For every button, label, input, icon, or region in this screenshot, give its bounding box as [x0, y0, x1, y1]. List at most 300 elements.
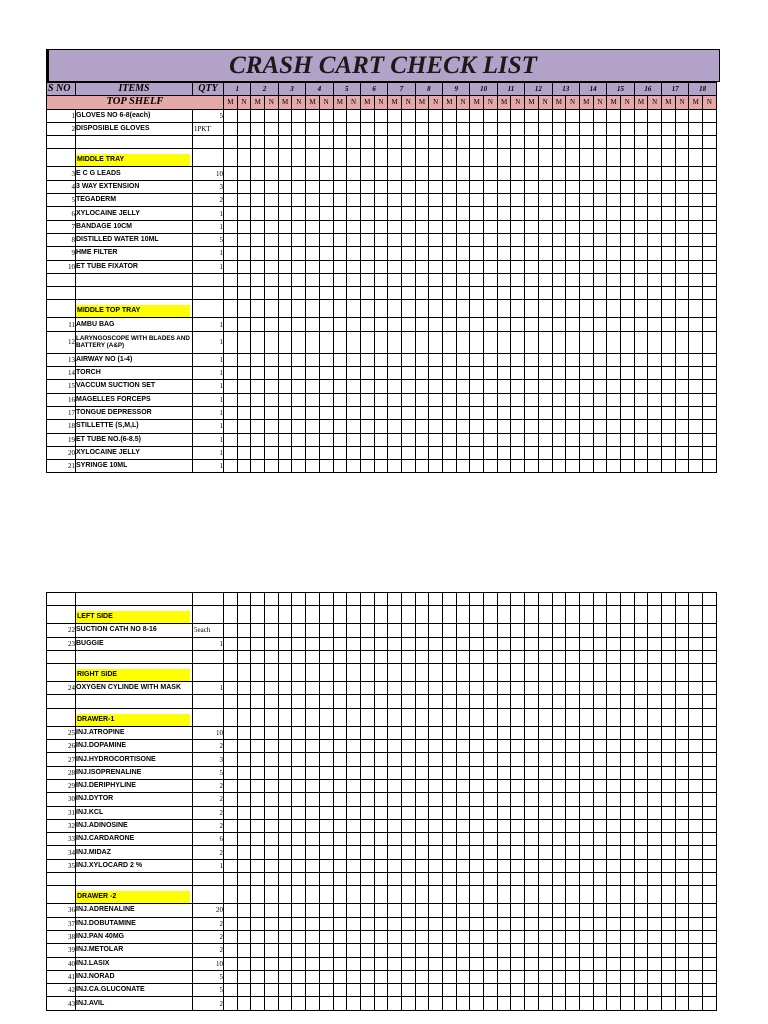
check-cell[interactable] — [251, 859, 265, 872]
check-cell[interactable] — [415, 433, 429, 446]
check-cell[interactable] — [306, 930, 320, 943]
check-cell[interactable] — [401, 446, 415, 459]
check-cell[interactable] — [388, 793, 402, 806]
check-cell[interactable] — [251, 793, 265, 806]
check-cell[interactable] — [443, 593, 457, 606]
check-cell[interactable] — [525, 944, 539, 957]
check-cell[interactable] — [347, 353, 361, 366]
check-cell[interactable] — [675, 380, 689, 393]
check-cell[interactable] — [525, 740, 539, 753]
check-cell[interactable] — [634, 970, 648, 983]
check-cell[interactable] — [552, 753, 566, 766]
check-cell[interactable] — [429, 766, 443, 779]
check-cell[interactable] — [401, 859, 415, 872]
check-cell[interactable] — [401, 740, 415, 753]
check-cell[interactable] — [415, 331, 429, 353]
check-cell[interactable] — [415, 650, 429, 663]
check-cell[interactable] — [648, 766, 662, 779]
check-cell[interactable] — [360, 300, 374, 318]
check-cell[interactable] — [265, 167, 279, 180]
check-cell[interactable] — [292, 331, 306, 353]
check-cell[interactable] — [675, 220, 689, 233]
check-cell[interactable] — [415, 873, 429, 886]
check-cell[interactable] — [401, 793, 415, 806]
check-cell[interactable] — [470, 353, 484, 366]
check-cell[interactable] — [470, 318, 484, 331]
check-cell[interactable] — [620, 695, 634, 708]
check-cell[interactable] — [552, 695, 566, 708]
check-cell[interactable] — [429, 624, 443, 637]
check-cell[interactable] — [374, 726, 388, 739]
check-cell[interactable] — [648, 806, 662, 819]
check-cell[interactable] — [648, 446, 662, 459]
check-cell[interactable] — [306, 406, 320, 419]
check-cell[interactable] — [415, 109, 429, 122]
check-cell[interactable] — [265, 819, 279, 832]
check-cell[interactable] — [484, 944, 498, 957]
check-cell[interactable] — [484, 122, 498, 135]
check-cell[interactable] — [470, 406, 484, 419]
check-cell[interactable] — [662, 122, 676, 135]
check-cell[interactable] — [552, 194, 566, 207]
check-cell[interactable] — [484, 446, 498, 459]
check-cell[interactable] — [648, 136, 662, 149]
check-cell[interactable] — [374, 300, 388, 318]
check-cell[interactable] — [703, 957, 717, 970]
check-cell[interactable] — [333, 606, 347, 624]
check-cell[interactable] — [374, 819, 388, 832]
check-cell[interactable] — [306, 957, 320, 970]
check-cell[interactable] — [552, 149, 566, 167]
check-cell[interactable] — [360, 273, 374, 286]
check-cell[interactable] — [319, 664, 333, 682]
check-cell[interactable] — [620, 766, 634, 779]
check-cell[interactable] — [415, 833, 429, 846]
check-cell[interactable] — [484, 260, 498, 273]
check-cell[interactable] — [703, 740, 717, 753]
check-cell[interactable] — [579, 650, 593, 663]
check-cell[interactable] — [566, 380, 580, 393]
check-cell[interactable] — [347, 433, 361, 446]
check-cell[interactable] — [593, 624, 607, 637]
check-cell[interactable] — [579, 149, 593, 167]
check-cell[interactable] — [360, 247, 374, 260]
check-cell[interactable] — [620, 260, 634, 273]
check-cell[interactable] — [470, 650, 484, 663]
check-cell[interactable] — [319, 260, 333, 273]
check-cell[interactable] — [224, 970, 238, 983]
check-cell[interactable] — [552, 207, 566, 220]
check-cell[interactable] — [306, 833, 320, 846]
check-cell[interactable] — [620, 833, 634, 846]
check-cell[interactable] — [703, 273, 717, 286]
check-cell[interactable] — [443, 930, 457, 943]
check-cell[interactable] — [689, 833, 703, 846]
check-cell[interactable] — [265, 287, 279, 300]
check-cell[interactable] — [566, 136, 580, 149]
check-cell[interactable] — [675, 819, 689, 832]
check-cell[interactable] — [360, 637, 374, 650]
check-cell[interactable] — [538, 886, 552, 904]
check-cell[interactable] — [388, 944, 402, 957]
check-cell[interactable] — [593, 331, 607, 353]
check-cell[interactable] — [511, 917, 525, 930]
check-cell[interactable] — [388, 300, 402, 318]
check-cell[interactable] — [347, 247, 361, 260]
check-cell[interactable] — [566, 460, 580, 473]
check-cell[interactable] — [593, 930, 607, 943]
check-cell[interactable] — [456, 886, 470, 904]
check-cell[interactable] — [620, 637, 634, 650]
check-cell[interactable] — [251, 122, 265, 135]
check-cell[interactable] — [374, 260, 388, 273]
check-cell[interactable] — [552, 664, 566, 682]
check-cell[interactable] — [415, 984, 429, 997]
check-cell[interactable] — [374, 637, 388, 650]
check-cell[interactable] — [360, 793, 374, 806]
check-cell[interactable] — [566, 859, 580, 872]
check-cell[interactable] — [292, 970, 306, 983]
check-cell[interactable] — [306, 904, 320, 917]
check-cell[interactable] — [607, 740, 621, 753]
check-cell[interactable] — [634, 380, 648, 393]
check-cell[interactable] — [497, 806, 511, 819]
check-cell[interactable] — [374, 180, 388, 193]
check-cell[interactable] — [237, 233, 251, 246]
check-cell[interactable] — [237, 944, 251, 957]
check-cell[interactable] — [634, 637, 648, 650]
check-cell[interactable] — [470, 393, 484, 406]
check-cell[interactable] — [347, 740, 361, 753]
check-cell[interactable] — [593, 109, 607, 122]
check-cell[interactable] — [415, 806, 429, 819]
check-cell[interactable] — [607, 726, 621, 739]
check-cell[interactable] — [415, 247, 429, 260]
check-cell[interactable] — [497, 420, 511, 433]
check-cell[interactable] — [429, 944, 443, 957]
check-cell[interactable] — [648, 331, 662, 353]
check-cell[interactable] — [265, 740, 279, 753]
check-cell[interactable] — [593, 664, 607, 682]
check-cell[interactable] — [620, 624, 634, 637]
check-cell[interactable] — [347, 984, 361, 997]
check-cell[interactable] — [415, 220, 429, 233]
check-cell[interactable] — [538, 287, 552, 300]
check-cell[interactable] — [689, 194, 703, 207]
check-cell[interactable] — [278, 886, 292, 904]
check-cell[interactable] — [347, 167, 361, 180]
check-cell[interactable] — [675, 233, 689, 246]
check-cell[interactable] — [333, 287, 347, 300]
check-cell[interactable] — [443, 753, 457, 766]
check-cell[interactable] — [415, 664, 429, 682]
check-cell[interactable] — [224, 695, 238, 708]
check-cell[interactable] — [456, 420, 470, 433]
check-cell[interactable] — [292, 260, 306, 273]
check-cell[interactable] — [224, 287, 238, 300]
check-cell[interactable] — [333, 873, 347, 886]
check-cell[interactable] — [237, 664, 251, 682]
check-cell[interactable] — [662, 833, 676, 846]
check-cell[interactable] — [662, 664, 676, 682]
check-cell[interactable] — [703, 859, 717, 872]
check-cell[interactable] — [401, 207, 415, 220]
check-cell[interactable] — [648, 859, 662, 872]
check-cell[interactable] — [388, 194, 402, 207]
check-cell[interactable] — [278, 682, 292, 695]
check-cell[interactable] — [319, 708, 333, 726]
check-cell[interactable] — [388, 420, 402, 433]
check-cell[interactable] — [484, 318, 498, 331]
check-cell[interactable] — [538, 997, 552, 1010]
check-cell[interactable] — [484, 695, 498, 708]
check-cell[interactable] — [566, 682, 580, 695]
check-cell[interactable] — [552, 740, 566, 753]
check-cell[interactable] — [525, 180, 539, 193]
check-cell[interactable] — [703, 136, 717, 149]
check-cell[interactable] — [456, 726, 470, 739]
check-cell[interactable] — [634, 593, 648, 606]
check-cell[interactable] — [620, 664, 634, 682]
check-cell[interactable] — [511, 167, 525, 180]
check-cell[interactable] — [607, 944, 621, 957]
check-cell[interactable] — [689, 247, 703, 260]
check-cell[interactable] — [525, 380, 539, 393]
check-cell[interactable] — [620, 207, 634, 220]
check-cell[interactable] — [675, 664, 689, 682]
check-cell[interactable] — [429, 207, 443, 220]
check-cell[interactable] — [429, 380, 443, 393]
check-cell[interactable] — [306, 944, 320, 957]
check-cell[interactable] — [484, 624, 498, 637]
check-cell[interactable] — [620, 406, 634, 419]
check-cell[interactable] — [579, 695, 593, 708]
check-cell[interactable] — [662, 318, 676, 331]
check-cell[interactable] — [525, 300, 539, 318]
check-cell[interactable] — [497, 318, 511, 331]
check-cell[interactable] — [278, 380, 292, 393]
check-cell[interactable] — [593, 167, 607, 180]
check-cell[interactable] — [525, 606, 539, 624]
check-cell[interactable] — [401, 420, 415, 433]
check-cell[interactable] — [703, 970, 717, 983]
check-cell[interactable] — [360, 917, 374, 930]
check-cell[interactable] — [511, 122, 525, 135]
check-cell[interactable] — [552, 726, 566, 739]
check-cell[interactable] — [620, 606, 634, 624]
check-cell[interactable] — [538, 149, 552, 167]
check-cell[interactable] — [456, 917, 470, 930]
check-cell[interactable] — [224, 393, 238, 406]
check-cell[interactable] — [689, 136, 703, 149]
check-cell[interactable] — [278, 997, 292, 1010]
check-cell[interactable] — [593, 766, 607, 779]
check-cell[interactable] — [703, 220, 717, 233]
check-cell[interactable] — [347, 753, 361, 766]
check-cell[interactable] — [620, 984, 634, 997]
check-cell[interactable] — [511, 273, 525, 286]
check-cell[interactable] — [251, 740, 265, 753]
check-cell[interactable] — [620, 957, 634, 970]
check-cell[interactable] — [497, 984, 511, 997]
check-cell[interactable] — [620, 904, 634, 917]
check-cell[interactable] — [538, 220, 552, 233]
check-cell[interactable] — [538, 446, 552, 459]
check-cell[interactable] — [237, 650, 251, 663]
check-cell[interactable] — [566, 917, 580, 930]
check-cell[interactable] — [648, 167, 662, 180]
check-cell[interactable] — [265, 695, 279, 708]
check-cell[interactable] — [511, 220, 525, 233]
check-cell[interactable] — [401, 695, 415, 708]
check-cell[interactable] — [566, 367, 580, 380]
check-cell[interactable] — [401, 287, 415, 300]
check-cell[interactable] — [360, 406, 374, 419]
check-cell[interactable] — [484, 708, 498, 726]
check-cell[interactable] — [511, 708, 525, 726]
check-cell[interactable] — [703, 331, 717, 353]
check-cell[interactable] — [333, 207, 347, 220]
check-cell[interactable] — [620, 970, 634, 983]
check-cell[interactable] — [552, 109, 566, 122]
check-cell[interactable] — [607, 664, 621, 682]
check-cell[interactable] — [278, 650, 292, 663]
check-cell[interactable] — [319, 997, 333, 1010]
check-cell[interactable] — [662, 260, 676, 273]
check-cell[interactable] — [689, 819, 703, 832]
check-cell[interactable] — [443, 380, 457, 393]
check-cell[interactable] — [374, 393, 388, 406]
check-cell[interactable] — [662, 420, 676, 433]
check-cell[interactable] — [333, 726, 347, 739]
check-cell[interactable] — [306, 233, 320, 246]
check-cell[interactable] — [620, 886, 634, 904]
check-cell[interactable] — [292, 753, 306, 766]
check-cell[interactable] — [511, 149, 525, 167]
check-cell[interactable] — [634, 406, 648, 419]
check-cell[interactable] — [484, 331, 498, 353]
check-cell[interactable] — [278, 664, 292, 682]
check-cell[interactable] — [634, 917, 648, 930]
check-cell[interactable] — [237, 273, 251, 286]
check-cell[interactable] — [566, 247, 580, 260]
check-cell[interactable] — [360, 260, 374, 273]
check-cell[interactable] — [484, 273, 498, 286]
check-cell[interactable] — [347, 593, 361, 606]
check-cell[interactable] — [525, 353, 539, 366]
check-cell[interactable] — [662, 819, 676, 832]
check-cell[interactable] — [265, 318, 279, 331]
check-cell[interactable] — [689, 944, 703, 957]
check-cell[interactable] — [306, 650, 320, 663]
check-cell[interactable] — [579, 194, 593, 207]
check-cell[interactable] — [525, 460, 539, 473]
check-cell[interactable] — [593, 806, 607, 819]
check-cell[interactable] — [333, 393, 347, 406]
check-cell[interactable] — [292, 708, 306, 726]
check-cell[interactable] — [593, 682, 607, 695]
check-cell[interactable] — [319, 136, 333, 149]
check-cell[interactable] — [579, 433, 593, 446]
check-cell[interactable] — [470, 180, 484, 193]
check-cell[interactable] — [648, 260, 662, 273]
check-cell[interactable] — [497, 624, 511, 637]
check-cell[interactable] — [292, 793, 306, 806]
check-cell[interactable] — [237, 353, 251, 366]
check-cell[interactable] — [470, 233, 484, 246]
check-cell[interactable] — [593, 819, 607, 832]
check-cell[interactable] — [456, 682, 470, 695]
check-cell[interactable] — [703, 886, 717, 904]
check-cell[interactable] — [620, 593, 634, 606]
check-cell[interactable] — [306, 220, 320, 233]
check-cell[interactable] — [415, 593, 429, 606]
check-cell[interactable] — [360, 779, 374, 792]
check-cell[interactable] — [224, 331, 238, 353]
check-cell[interactable] — [265, 753, 279, 766]
check-cell[interactable] — [292, 367, 306, 380]
check-cell[interactable] — [648, 207, 662, 220]
check-cell[interactable] — [620, 726, 634, 739]
check-cell[interactable] — [429, 846, 443, 859]
check-cell[interactable] — [347, 793, 361, 806]
check-cell[interactable] — [347, 273, 361, 286]
check-cell[interactable] — [292, 779, 306, 792]
check-cell[interactable] — [401, 273, 415, 286]
check-cell[interactable] — [593, 233, 607, 246]
check-cell[interactable] — [607, 904, 621, 917]
check-cell[interactable] — [237, 753, 251, 766]
check-cell[interactable] — [552, 886, 566, 904]
check-cell[interactable] — [484, 287, 498, 300]
check-cell[interactable] — [347, 886, 361, 904]
check-cell[interactable] — [538, 637, 552, 650]
check-cell[interactable] — [634, 740, 648, 753]
check-cell[interactable] — [415, 682, 429, 695]
check-cell[interactable] — [552, 846, 566, 859]
check-cell[interactable] — [360, 886, 374, 904]
check-cell[interactable] — [401, 433, 415, 446]
check-cell[interactable] — [511, 984, 525, 997]
check-cell[interactable] — [347, 318, 361, 331]
check-cell[interactable] — [360, 624, 374, 637]
check-cell[interactable] — [319, 779, 333, 792]
check-cell[interactable] — [552, 917, 566, 930]
check-cell[interactable] — [415, 460, 429, 473]
check-cell[interactable] — [237, 300, 251, 318]
check-cell[interactable] — [552, 970, 566, 983]
check-cell[interactable] — [374, 433, 388, 446]
check-cell[interactable] — [593, 247, 607, 260]
check-cell[interactable] — [456, 180, 470, 193]
check-cell[interactable] — [579, 109, 593, 122]
check-cell[interactable] — [319, 207, 333, 220]
check-cell[interactable] — [292, 433, 306, 446]
check-cell[interactable] — [292, 944, 306, 957]
check-cell[interactable] — [401, 380, 415, 393]
check-cell[interactable] — [484, 846, 498, 859]
check-cell[interactable] — [388, 726, 402, 739]
check-cell[interactable] — [566, 606, 580, 624]
check-cell[interactable] — [593, 122, 607, 135]
check-cell[interactable] — [552, 779, 566, 792]
check-cell[interactable] — [675, 930, 689, 943]
check-cell[interactable] — [675, 944, 689, 957]
check-cell[interactable] — [552, 353, 566, 366]
check-cell[interactable] — [634, 708, 648, 726]
check-cell[interactable] — [224, 420, 238, 433]
check-cell[interactable] — [689, 726, 703, 739]
